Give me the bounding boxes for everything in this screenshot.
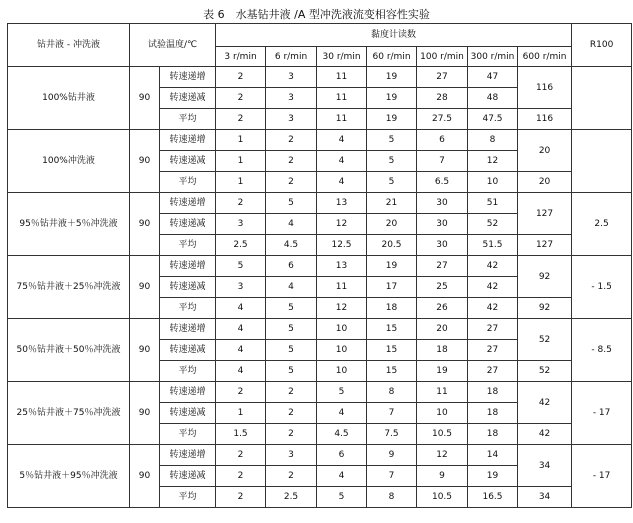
fluid-ratio-cell: 75％钻井液＋25％冲洗液 (8, 256, 130, 319)
r100-cell: - 1.5 (572, 256, 632, 319)
reading-cell: 10.5 (417, 487, 468, 508)
reading-cell: 10.5 (417, 424, 468, 445)
reading-cell: 11 (317, 277, 367, 298)
table-body (8, 67, 632, 508)
reading-cell: 2 (266, 151, 317, 172)
reading-cell: 48 (468, 88, 518, 109)
reading-cell: 18 (468, 382, 518, 403)
reading-cell: 3 (216, 277, 266, 298)
fluid-ratio-cell: 5％钻井液＋95％冲洗液 (8, 445, 130, 508)
reading-600-avg-cell: 20 (518, 172, 572, 193)
reading-cell: 30 (417, 193, 468, 214)
speed-mode-cell: 平均 (160, 487, 216, 508)
r100-cell: - 17 (572, 445, 632, 508)
reading-cell: 2 (216, 487, 266, 508)
reading-cell: 4.5 (317, 424, 367, 445)
reading-cell: 10 (417, 403, 468, 424)
reading-cell: 2 (266, 403, 317, 424)
reading-cell: 10 (317, 361, 367, 382)
reading-cell: 19 (417, 361, 468, 382)
reading-cell: 12 (317, 214, 367, 235)
reading-cell: 1 (216, 403, 266, 424)
reading-cell: 14 (468, 445, 518, 466)
reading-cell: 6 (417, 130, 468, 151)
reading-cell: 21 (367, 193, 417, 214)
reading-600-avg-cell: 34 (518, 487, 572, 508)
table-row (8, 319, 632, 340)
reading-cell: 9 (367, 445, 417, 466)
speed-mode-cell: 平均 (160, 235, 216, 256)
reading-cell: 11 (317, 88, 367, 109)
r100-cell: 2.5 (572, 193, 632, 256)
reading-cell: 2 (216, 109, 266, 130)
reading-cell: 8 (367, 487, 417, 508)
header-r100: R100 (572, 24, 632, 67)
reading-cell: 27 (468, 319, 518, 340)
speed-mode-cell: 转速递增 (160, 67, 216, 88)
table-row (8, 67, 632, 88)
speed-mode-cell: 转速递减 (160, 214, 216, 235)
reading-cell: 19 (468, 466, 518, 487)
reading-cell: 2 (266, 382, 317, 403)
reading-600-cell: 127 (518, 193, 572, 235)
reading-cell: 27.5 (417, 109, 468, 130)
reading-cell: 2 (266, 172, 317, 193)
reading-cell: 15 (367, 361, 417, 382)
speed-mode-cell: 转速递减 (160, 340, 216, 361)
reading-cell: 42 (468, 277, 518, 298)
reading-cell: 30 (417, 214, 468, 235)
reading-cell: 26 (417, 298, 468, 319)
table-row (8, 193, 632, 214)
reading-cell: 19 (367, 88, 417, 109)
r100-cell (572, 130, 632, 193)
speed-mode-cell: 平均 (160, 172, 216, 193)
speed-mode-cell: 转速递增 (160, 130, 216, 151)
reading-cell: 15 (367, 340, 417, 361)
speed-mode-cell: 平均 (160, 424, 216, 445)
reading-cell: 2 (216, 382, 266, 403)
reading-cell: 5 (367, 130, 417, 151)
reading-600-cell: 42 (518, 382, 572, 424)
reading-cell: 5 (266, 319, 317, 340)
header-reading: 黏度计读数 (216, 24, 572, 47)
reading-cell: 2 (266, 466, 317, 487)
fluid-ratio-cell: 50％钻井液＋50％冲洗液 (8, 319, 130, 382)
reading-600-cell: 20 (518, 130, 572, 172)
reading-cell: 4 (317, 130, 367, 151)
reading-cell: 3 (266, 88, 317, 109)
reading-600-cell: 52 (518, 319, 572, 361)
reading-cell: 51.5 (468, 235, 518, 256)
reading-cell: 18 (367, 298, 417, 319)
header-speed-3: 3 r/min (216, 47, 266, 67)
reading-cell: 3 (266, 109, 317, 130)
reading-cell: 5 (266, 340, 317, 361)
fluid-ratio-cell: 95％钻井液＋5％冲洗液 (8, 193, 130, 256)
reading-cell: 4 (317, 403, 367, 424)
header-speed-100: 100 r/min (417, 47, 468, 67)
reading-600-avg-cell: 92 (518, 298, 572, 319)
reading-600-avg-cell: 52 (518, 361, 572, 382)
speed-mode-cell: 平均 (160, 361, 216, 382)
temperature-cell: 90 (130, 193, 160, 256)
header-speed-6: 6 r/min (266, 47, 317, 67)
reading-cell: 2 (216, 67, 266, 88)
reading-cell: 20 (417, 319, 468, 340)
reading-cell: 5 (367, 172, 417, 193)
table-row (8, 256, 632, 277)
speed-mode-cell: 转速递增 (160, 256, 216, 277)
table-row (8, 382, 632, 403)
header-temp: 试验温度/℃ (130, 24, 216, 67)
reading-600-cell: 92 (518, 256, 572, 298)
reading-cell: 3 (266, 445, 317, 466)
reading-cell: 27 (468, 361, 518, 382)
speed-mode-cell: 转速递减 (160, 466, 216, 487)
reading-cell: 3 (266, 67, 317, 88)
speed-mode-cell: 平均 (160, 298, 216, 319)
temperature-cell: 90 (130, 382, 160, 445)
reading-cell: 15 (367, 319, 417, 340)
reading-cell: 13 (317, 256, 367, 277)
reading-cell: 20.5 (367, 235, 417, 256)
temperature-cell: 90 (130, 256, 160, 319)
reading-cell: 5 (266, 298, 317, 319)
reading-cell: 7 (367, 466, 417, 487)
reading-cell: 4 (317, 172, 367, 193)
reading-cell: 12 (468, 151, 518, 172)
header-speed-60: 60 r/min (367, 47, 417, 67)
reading-cell: 3 (216, 214, 266, 235)
reading-cell: 17 (367, 277, 417, 298)
speed-mode-cell: 转速递减 (160, 277, 216, 298)
reading-cell: 19 (367, 256, 417, 277)
reading-cell: 7 (367, 403, 417, 424)
reading-cell: 9 (417, 466, 468, 487)
reading-cell: 12 (317, 298, 367, 319)
r100-cell (572, 67, 632, 130)
reading-cell: 11 (317, 109, 367, 130)
reading-cell: 5 (266, 193, 317, 214)
table-title: 表 6 水基钻井液 /A 型冲洗液流变相容性实验 (203, 8, 430, 21)
reading-cell: 4 (266, 214, 317, 235)
speed-mode-cell: 转速递增 (160, 445, 216, 466)
reading-cell: 4 (317, 466, 367, 487)
reading-cell: 18 (468, 424, 518, 445)
temperature-cell: 90 (130, 130, 160, 193)
reading-cell: 18 (417, 340, 468, 361)
temperature-cell: 90 (130, 67, 160, 130)
reading-cell: 2 (266, 130, 317, 151)
speed-mode-cell: 转速递增 (160, 382, 216, 403)
reading-cell: 2 (266, 424, 317, 445)
reading-cell: 42 (468, 256, 518, 277)
reading-600-cell: 116 (518, 67, 572, 109)
reading-cell: 1 (216, 151, 266, 172)
reading-cell: 12.5 (317, 235, 367, 256)
rheology-table (7, 23, 632, 508)
reading-cell: 27 (468, 340, 518, 361)
reading-cell: 5 (317, 487, 367, 508)
reading-600-avg-cell: 127 (518, 235, 572, 256)
temperature-cell: 90 (130, 319, 160, 382)
reading-600-cell: 34 (518, 445, 572, 487)
header-speed-300: 300 r/min (468, 47, 518, 67)
reading-cell: 25 (417, 277, 468, 298)
header-speed-600: 600 r/min (518, 47, 572, 67)
reading-cell: 10 (317, 319, 367, 340)
reading-cell: 13 (317, 193, 367, 214)
reading-cell: 2.5 (266, 487, 317, 508)
reading-cell: 4 (216, 319, 266, 340)
reading-cell: 5 (367, 151, 417, 172)
reading-cell: 47 (468, 67, 518, 88)
reading-cell: 6.5 (417, 172, 468, 193)
reading-cell: 1.5 (216, 424, 266, 445)
reading-cell: 6 (266, 256, 317, 277)
reading-cell: 4.5 (266, 235, 317, 256)
reading-cell: 27 (417, 67, 468, 88)
fluid-ratio-cell: 25％钻井液＋75％冲洗液 (8, 382, 130, 445)
reading-cell: 2.5 (216, 235, 266, 256)
fluid-ratio-cell: 100%冲洗液 (8, 130, 130, 193)
reading-cell: 4 (216, 298, 266, 319)
reading-cell: 42 (468, 298, 518, 319)
reading-cell: 2 (216, 88, 266, 109)
reading-cell: 7 (417, 151, 468, 172)
speed-mode-cell: 转速递减 (160, 151, 216, 172)
reading-cell: 5 (266, 361, 317, 382)
reading-cell: 1 (216, 130, 266, 151)
reading-cell: 11 (317, 67, 367, 88)
r100-cell: - 8.5 (572, 319, 632, 382)
reading-cell: 27 (417, 256, 468, 277)
reading-cell: 8 (367, 382, 417, 403)
temperature-cell: 90 (130, 445, 160, 508)
reading-cell: 1 (216, 172, 266, 193)
reading-cell: 47.5 (468, 109, 518, 130)
reading-cell: 10 (468, 172, 518, 193)
reading-cell: 19 (367, 109, 417, 130)
speed-mode-cell: 转速递减 (160, 88, 216, 109)
reading-cell: 4 (216, 340, 266, 361)
reading-cell: 16.5 (468, 487, 518, 508)
r100-cell: - 17 (572, 382, 632, 445)
reading-cell: 10 (317, 340, 367, 361)
reading-cell: 12 (417, 445, 468, 466)
fluid-ratio-cell: 100%钻井液 (8, 67, 130, 130)
reading-cell: 5 (317, 382, 367, 403)
reading-cell: 6 (317, 445, 367, 466)
reading-cell: 7.5 (367, 424, 417, 445)
speed-mode-cell: 转速递增 (160, 319, 216, 340)
reading-600-avg-cell: 116 (518, 109, 572, 130)
speed-mode-cell: 平均 (160, 109, 216, 130)
reading-cell: 19 (367, 67, 417, 88)
header-speed-30: 30 r/min (317, 47, 367, 67)
reading-cell: 2 (216, 466, 266, 487)
reading-cell: 2 (216, 445, 266, 466)
reading-cell: 11 (417, 382, 468, 403)
speed-mode-cell: 转速递增 (160, 193, 216, 214)
reading-cell: 4 (266, 277, 317, 298)
reading-cell: 51 (468, 193, 518, 214)
reading-600-avg-cell: 42 (518, 424, 572, 445)
reading-cell: 2 (216, 193, 266, 214)
reading-cell: 4 (317, 151, 367, 172)
reading-cell: 30 (417, 235, 468, 256)
speed-mode-cell: 转速递减 (160, 403, 216, 424)
table-row (8, 445, 632, 466)
reading-cell: 8 (468, 130, 518, 151)
reading-cell: 5 (216, 256, 266, 277)
reading-cell: 28 (417, 88, 468, 109)
header-fluid: 钻井液 - 冲洗液 (8, 24, 130, 67)
reading-cell: 18 (468, 403, 518, 424)
reading-cell: 4 (216, 361, 266, 382)
reading-cell: 20 (367, 214, 417, 235)
table-row (8, 130, 632, 151)
reading-cell: 52 (468, 214, 518, 235)
